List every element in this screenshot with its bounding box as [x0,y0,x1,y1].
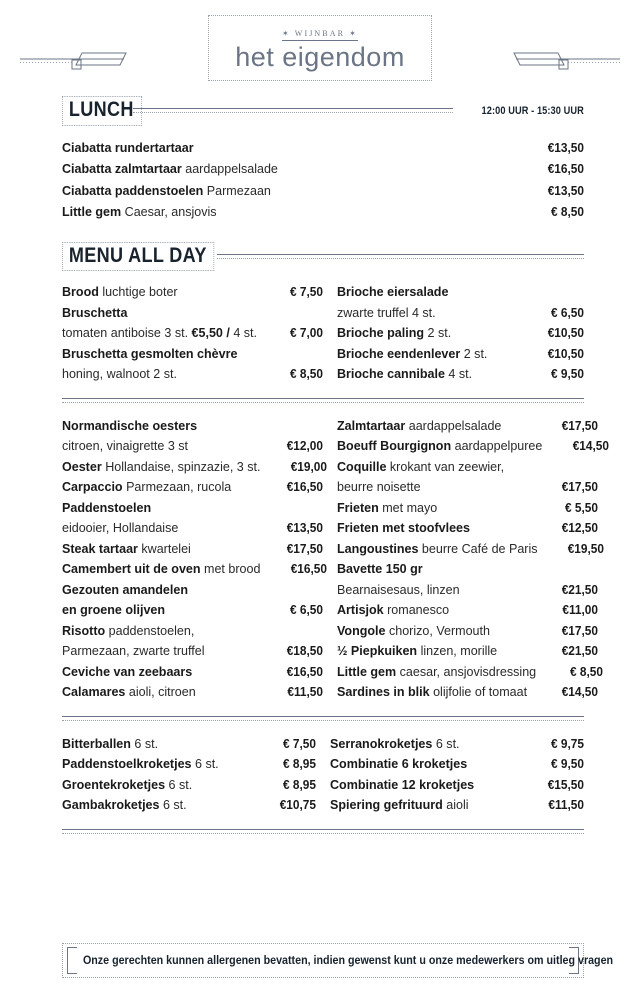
menu-item-name [62,682,257,703]
menu-item-title: Combinatie 6 kroketjes [330,756,468,772]
menu-item-price: €13,50 [547,139,584,155]
menu-item-description: 6 st. [130,735,159,751]
menu-item-description: 6 st. [191,756,219,772]
menu-item-price: €17,50 [286,540,323,556]
section-menu-all-day [62,242,610,834]
menu-item-price: €17,50 [561,622,598,638]
menu-item-row [62,416,323,437]
menu-item-title: Ciabatta zalmtartaar [62,161,182,177]
menu-item-row [62,600,323,621]
menu-item-row [62,539,323,560]
menu-item-name [62,158,501,180]
section-rule [217,254,584,260]
menu-item-price: €21,50 [561,581,598,597]
menu-item-description: 2 st. [460,345,488,361]
menu-item-name [62,559,260,580]
menu-item-description: 6 st. [165,776,193,792]
menu-item-price: € 7,00 [290,325,324,341]
menu-item-price: €10,50 [547,345,584,361]
menu-item-description: caesar, ansjovisdressing [396,663,537,679]
menu-item-row [337,282,584,303]
menu-item-name [337,600,532,621]
menu-item-name [62,621,257,642]
column-left [62,416,327,703]
flourish-right-decoration [475,42,620,70]
menu-item-description: Bearnaisesaus, linzen [337,581,460,597]
menu-item-row [337,621,598,642]
brand-logo [208,15,432,80]
menu-item-price: €10,50 [547,325,584,341]
menu-item-row [330,775,584,796]
column-right [337,282,584,385]
menu-item-price: €21,50 [561,643,598,659]
brand-tagline-wrap [235,23,405,41]
menu-item-name [62,754,250,775]
menu-item-description: chorizo, Vermouth [385,622,490,638]
menu-item-title: Ciabatta paddenstoelen [62,182,204,198]
menu-item-row [337,662,603,683]
menu-item-name [337,303,518,324]
menu-item-title: Groentekroketjes [62,776,166,792]
menu-item-price: €16,50 [286,479,323,495]
block-kroketten [62,734,584,816]
block-brood-brioche [62,282,584,385]
menu-item-row [337,457,598,478]
menu-item-description: olijfolie of tomaat [429,684,528,700]
menu-item-title: Spiering gefrituurd [330,797,443,813]
menu-item-row [62,282,323,303]
menu-item-description: honing, walnoot 2 st. [62,366,177,382]
menu-item-row [62,775,316,796]
menu-item-description: met brood [200,561,261,577]
menu-item-row [337,364,584,385]
menu-item-title: Gezouten amandelen [62,581,189,597]
brand-name: het eigendom [235,42,405,73]
menu-item-name [337,416,532,437]
menu-item-title: Bruschetta gesmolten chèvre [62,345,238,361]
menu-item-name [337,364,518,385]
menu-item-row [62,457,327,478]
menu-item-row [62,559,327,580]
menu-item-name [62,344,257,365]
menu-item-row [62,498,323,519]
menu-item-row [62,364,323,385]
menu-item-price: €14,50 [561,684,598,700]
menu-item-description: aardappelsalade [181,161,278,177]
menu-item-row [330,754,584,775]
menu-item-description: citroen, vinaigrette 3 st [62,438,189,454]
menu-item-price: €11,00 [562,602,598,618]
menu-item-price: €10,75 [279,797,316,813]
column-right [330,734,584,816]
menu-item-description: tomaten antiboise 3 st. [62,325,192,341]
menu-item-description: linzen, morille [417,643,498,659]
section-title-menu-all-day: MENU ALL DAY [62,242,215,272]
menu-item-description: luchtige boter [98,284,178,300]
menu-item-name [62,323,257,344]
menu-item-description-2: 4 st. [229,325,258,341]
menu-item-price: €11,50 [548,797,584,813]
lunch-item-list [62,137,584,223]
menu-item-row [62,682,323,703]
menu-item-title: Brood [62,284,99,300]
menu-item-row [337,303,584,324]
menu-item-title: Paddenstoelkroketjes [62,756,192,772]
menu-item-price: € 7,50 [289,284,323,300]
menu-item-description: 6 st. [159,797,187,813]
menu-item-row [330,734,584,755]
menu-item-row [337,344,584,365]
menu-item-name [337,344,518,365]
menu-item-price: € 8,95 [282,756,316,772]
menu-item-title: Artisjok [337,602,384,618]
brand-tagline: ✶ WIJNBAR ✶ [282,29,358,41]
divider [62,829,584,834]
section-title-lunch: LUNCH [62,96,142,126]
menu-item-row [62,795,316,816]
menu-item-description: krokant van zeewier, [386,458,505,474]
menu-item-row [337,600,598,621]
menu-item-price: €16,50 [290,561,327,577]
menu-item-title: Steak tartaar [62,540,138,556]
menu-item-title: Sardines in blik [337,684,430,700]
menu-item-name [337,641,532,662]
menu-item-description: Parmezaan, zwarte truffel [62,643,205,659]
menu-item-row [62,344,323,365]
menu-item-name [337,323,518,344]
menu-item-name [62,201,501,223]
menu-item-name [337,662,536,683]
menu-item-name [62,436,257,457]
menu-item-description: aardappelpuree [451,438,543,454]
menu-item-description: aioli [442,797,469,813]
menu-item-title: Bavette 150 gr [337,561,423,577]
menu-item-description: kwartelei [137,540,191,556]
menu-item-description: 6 st. [432,735,460,751]
menu-item-row [62,734,316,755]
column-left [62,282,323,385]
menu-item-title: Frieten met stoofvlees [337,520,470,536]
menu-item-name [337,580,532,601]
section-header-menu-all-day [62,242,584,272]
menu-item-description: 2 st. [424,325,452,341]
menu-item-title: ½ Piepkuiken [337,643,418,659]
menu-item-description: Parmezaan, rucola [122,479,232,495]
menu-item-title: Vongole [337,622,386,638]
menu-item-name [62,600,257,621]
menu-item-description: beurre Café de Paris [418,540,538,556]
menu-item-row [62,303,323,324]
menu-item-row [62,580,323,601]
corner-bracket-bottom-left [67,958,77,974]
menu-item-description: Caesar, ansjovis [121,204,217,220]
menu-item-name [62,303,257,324]
menu-item-price: € 6,50 [550,304,584,320]
menu-item-row [62,477,323,498]
menu-item-name [62,734,250,755]
allergen-notice-text: Onze gerechten kunnen allergenen bevatten, indien gewenst kunt u onze medewerkers om uitleg vragen [82,955,614,967]
menu-item-name [62,137,501,159]
menu-item-name [330,754,518,775]
section-rule [133,108,454,114]
menu-item-name [62,795,250,816]
menu-item-title: Normandische oesters [62,417,198,433]
menu-item-name [330,734,518,755]
menu-item-name [62,477,257,498]
menu-item-name [62,282,257,303]
menu-item-price: €13,50 [547,182,584,198]
menu-item-title: Brioche eendenlever [337,345,461,361]
flourish-left-decoration [20,42,165,70]
section-lunch [62,96,584,223]
menu-item-title: Serranokroketjes [330,735,433,751]
allergen-notice [62,943,614,978]
menu-item-row [337,498,598,519]
menu-item-description: Parmezaan [203,182,271,198]
menu-item-price: € 7,50 [282,735,316,751]
menu-item-description: romanesco [383,602,450,618]
menu-item-name [62,416,257,437]
menu-item-description: 4 st. [444,366,473,382]
menu-item-row [337,477,598,498]
menu-item-price: € 8,50 [569,663,603,679]
menu-item-price: €16,50 [547,161,584,177]
section-header-lunch [62,96,584,126]
column-left [62,734,316,816]
menu-item-name [337,539,538,560]
menu-item-price: €17,50 [561,417,598,433]
menu-item-price: € 9,75 [550,735,584,751]
menu-item-name [337,518,532,539]
menu-item-title: Bitterballen [62,735,131,751]
menu-item-row [62,754,316,775]
menu-item-name [337,621,532,642]
column-right [337,416,610,703]
menu-item-title: Oester [62,458,102,474]
menu-item-title: Coquille [337,458,387,474]
divider [62,398,584,403]
menu-item-title: Little gem [62,204,122,220]
menu-item-row [62,662,323,683]
menu-item-price: €12,00 [286,438,323,454]
menu-item-title: Ceviche van zeebaars [62,663,193,679]
menu-item-name [62,662,257,683]
menu-item-name [62,775,250,796]
spacer [62,223,584,242]
menu-item-title: Brioche eiersalade [337,284,449,300]
menu-item-title: Ciabatta rundertartaar [62,139,194,155]
menu-item-row [62,641,323,662]
menu-item-name [337,436,542,457]
menu-item-row [337,641,598,662]
menu-item-inline-price: €5,50 / [191,325,230,341]
menu-item-title: Zalmtartaar [337,417,406,433]
menu-item-price: €18,50 [286,643,323,659]
menu-item-row [337,518,598,539]
brand-header [0,0,640,96]
menu-item-name [62,580,257,601]
menu-item-row [62,137,584,159]
menu-item-title: Brioche paling [337,325,425,341]
menu-item-title: Camembert uit de oven [62,561,201,577]
menu-item-price: €15,50 [547,776,584,792]
menu-item-title: Langoustines [337,540,419,556]
menu-item-price: €11,50 [287,684,323,700]
menu-item-title: Combinatie 12 kroketjes [330,776,475,792]
menu-item-name [330,795,518,816]
divider [62,716,584,721]
menu-item-row [62,201,584,223]
menu-item-title: Risotto [62,622,106,638]
menu-item-price: € 8,95 [282,776,316,792]
menu-item-description: aardappelsalade [405,417,502,433]
menu-item-price: €12,50 [561,520,598,536]
menu-item-row [62,518,323,539]
menu-item-row [62,436,323,457]
menu-item-price: €14,50 [572,438,610,454]
menu-item-description: paddenstoelen, [105,622,195,638]
menu-item-name [337,682,532,703]
menu-item-name [330,775,518,796]
menu-item-price: € 9,50 [550,366,584,382]
menu-item-price: € 6,50 [289,602,323,618]
menu-item-row [62,180,584,202]
menu-item-row [337,559,598,580]
menu-item-name [62,457,260,478]
menu-item-name [62,498,257,519]
menu-item-name [337,559,532,580]
menu-item-name [337,457,532,478]
menu-item-name [337,477,532,498]
menu-item-description: met mayo [378,499,438,515]
menu-item-title: Bruschetta [62,304,128,320]
menu-content [0,96,640,834]
menu-item-row [62,323,323,344]
menu-item-title: Little gem [337,663,397,679]
block-main-dishes [62,416,610,703]
menu-item-row [337,436,610,457]
menu-item-row [337,580,598,601]
menu-item-row [62,158,584,180]
menu-item-name [62,364,257,385]
menu-item-row [337,323,584,344]
menu-item-price: €13,50 [286,520,323,536]
menu-item-name [62,518,257,539]
menu-item-price: €17,50 [561,479,598,495]
menu-item-name [337,282,518,303]
menu-item-price: €16,50 [286,663,323,679]
menu-item-price: €19,00 [290,458,327,474]
menu-item-description: aioli, citroen [125,684,196,700]
menu-item-description: Hollandaise, spinzazie, 3 st. [101,458,261,474]
menu-item-description: eidooier, Hollandaise [62,520,179,536]
menu-item-title: Carpaccio [62,479,123,495]
menu-item-name [62,641,257,662]
menu-item-row [337,539,605,560]
menu-item-description: zwarte truffel 4 st. [337,304,436,320]
menu-item-title: en groene olijven [62,602,166,618]
menu-item-title: Paddenstoelen [62,499,152,515]
menu-item-price: € 8,50 [550,204,584,220]
menu-item-row [337,682,598,703]
menu-item-row [62,621,323,642]
menu-item-title: Calamares [62,684,126,700]
menu-item-row [330,795,584,816]
menu-item-description: beurre noisette [337,479,421,495]
menu-item-price: € 5,50 [564,499,598,515]
menu-item-name [62,180,501,202]
menu-item-price: € 9,50 [550,756,584,772]
menu-item-title: Frieten [337,499,379,515]
menu-item-name [62,539,257,560]
menu-item-title: Boeuff Bourgignon [337,438,452,454]
menu-item-price: € 8,50 [289,366,323,382]
menu-item-title: Gambakroketjes [62,797,160,813]
menu-item-row [337,416,598,437]
menu-item-title: Brioche cannibale [337,366,445,382]
lunch-hours: 12:00 UUR - 15:30 UUR [481,104,584,117]
menu-item-name [337,498,532,519]
menu-item-price: €19,50 [567,540,605,556]
